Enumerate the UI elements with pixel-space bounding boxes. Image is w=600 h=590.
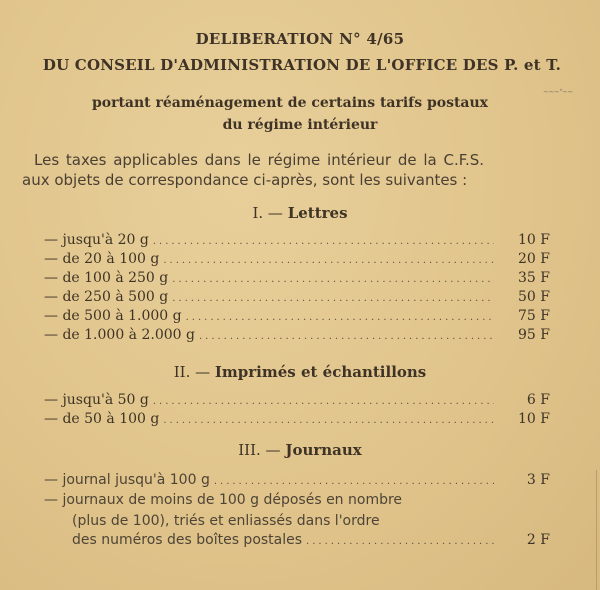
intro-line-1: Les taxes applicables dans le régime intérieur de la C.F.S. [34, 151, 484, 169]
section-title-lettres [0, 204, 600, 222]
dot-leader [163, 415, 494, 426]
dot-leader [199, 331, 494, 342]
dot-leader [163, 255, 494, 266]
subject-line-1: portant réaménagement de certains tarifs postaux [91, 95, 489, 111]
section-name: Journaux [285, 441, 362, 459]
section-title-journaux [0, 441, 600, 459]
intro-line-2: aux objets de correspondance ci-après, sont les suivantes : [22, 171, 468, 189]
tariff-label: — jusqu'à 50 g [44, 392, 149, 408]
dot-leader [172, 293, 494, 304]
dot-leader [214, 476, 494, 487]
tariff-row [72, 532, 550, 551]
dot-leader [153, 396, 494, 407]
tariff-row [44, 251, 550, 270]
tariff-label: — de 500 à 1.000 g [44, 308, 182, 324]
tariff-label: — de 250 à 500 g [44, 289, 169, 305]
section-name: Lettres [287, 204, 348, 222]
tariff-row [44, 232, 550, 251]
tariff-row [44, 308, 550, 327]
tariff-row [44, 289, 550, 308]
tariff-price: 2 F [526, 532, 550, 548]
tariff-price: 95 F [518, 327, 550, 343]
dot-leader [186, 312, 494, 323]
dot-leader [306, 536, 494, 547]
tariff-label: — de 20 à 100 g [44, 251, 160, 267]
tariff-price: 20 F [518, 251, 550, 267]
dot-leader [172, 274, 494, 285]
section-numeral: II. — [173, 363, 211, 381]
tariff-row [44, 411, 550, 430]
multiline-text-1: — journaux de moins de 100 g déposés en nombre [44, 492, 403, 508]
page-edge-line [596, 470, 597, 590]
tariff-row [44, 327, 550, 346]
tariff-price: 50 F [518, 289, 550, 305]
tariff-row [44, 472, 550, 491]
tariff-price: 10 F [518, 411, 550, 427]
faint-stamp-mark: ~~~"~~ [542, 88, 574, 96]
tariff-label: — de 1.000 à 2.000 g [44, 327, 195, 343]
tariff-label: — journal jusqu'à 100 g [44, 472, 210, 488]
document-subject [0, 92, 600, 136]
tariff-row [44, 392, 550, 411]
section-numeral: III. — [238, 441, 281, 459]
tariff-label: des numéros des boîtes postales [72, 532, 303, 548]
tariff-multiline-item [44, 490, 514, 532]
tariff-price: 35 F [518, 270, 550, 286]
tariff-price: 10 F [518, 232, 550, 248]
section-numeral: I. — [252, 204, 283, 222]
multiline-text-2: (plus de 100), triés et enliassés dans l'ordre [72, 513, 380, 529]
section-title-imprimes [0, 363, 600, 381]
document-title: DELIBERATION N° 4/65 [195, 30, 405, 48]
subject-line-2: du régime intérieur [222, 117, 378, 133]
tariff-price: 3 F [526, 472, 550, 488]
document-subtitle: DU CONSEIL D'ADMINISTRATION DE L'OFFICE DES P. et T. [42, 56, 562, 74]
intro-paragraph [22, 150, 582, 190]
tariff-label: — de 100 à 250 g [44, 270, 169, 286]
tariff-label: — jusqu'à 20 g [44, 232, 149, 248]
tariff-price: 75 F [518, 308, 550, 324]
tariff-label: — de 50 à 100 g [44, 411, 160, 427]
dot-leader [153, 236, 494, 247]
section-name: Imprimés et échantillons [214, 363, 427, 381]
tariff-price: 6 F [526, 392, 550, 408]
tariff-row [44, 270, 550, 289]
